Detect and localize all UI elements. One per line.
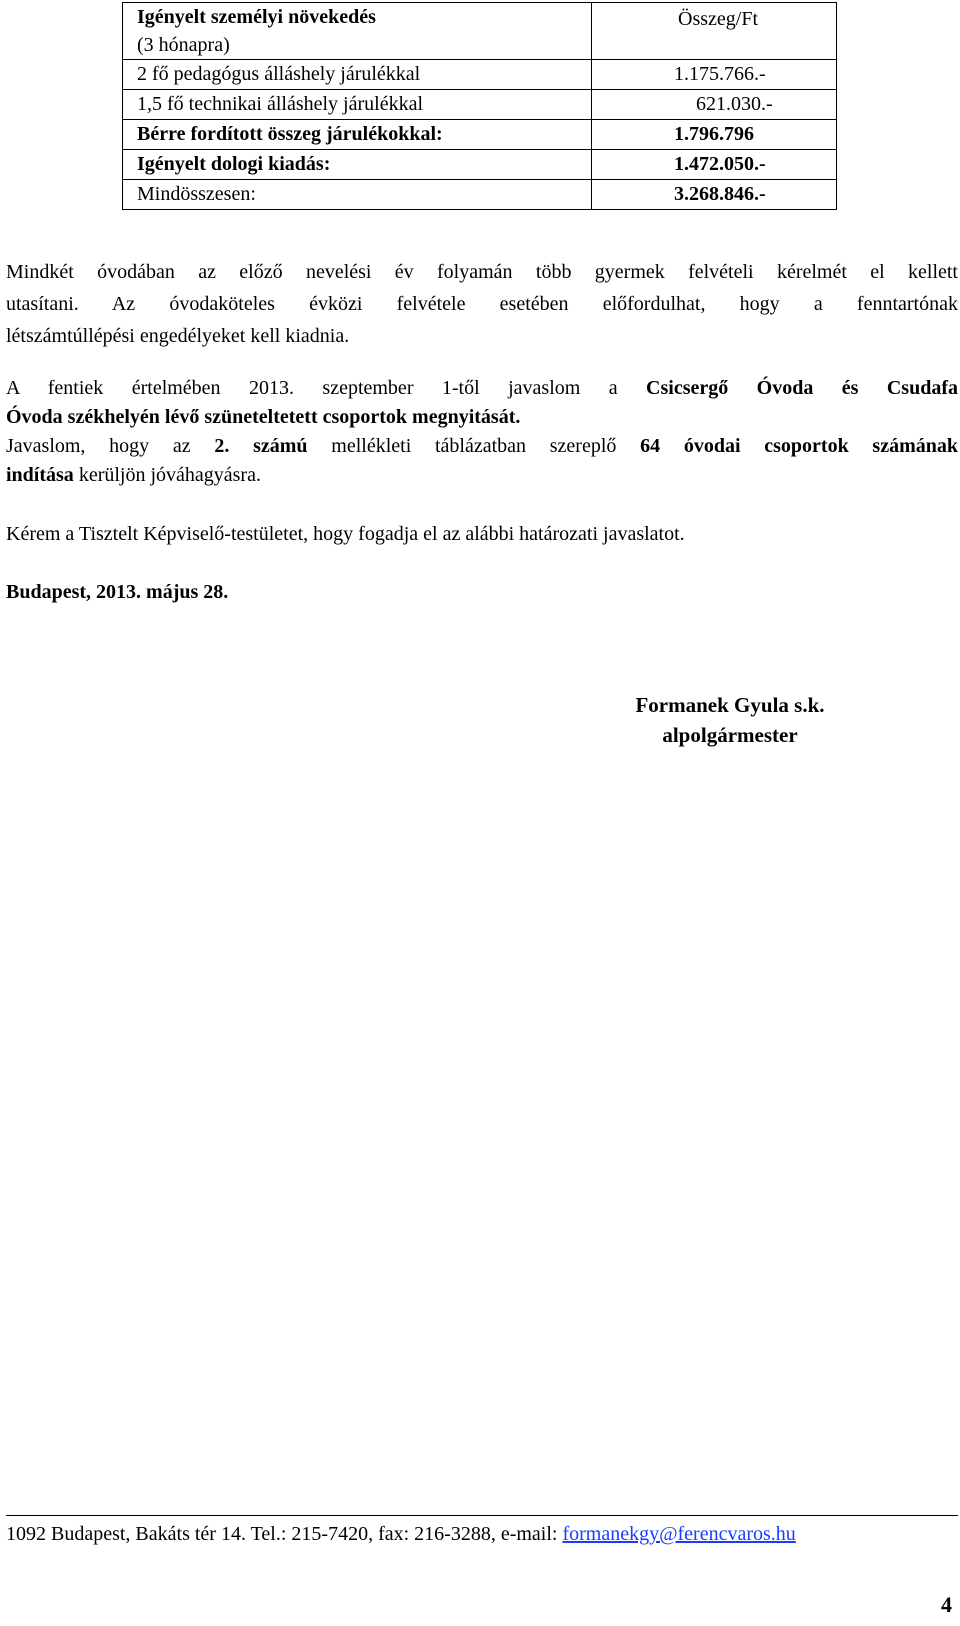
signatory-name: Formanek Gyula s.k. — [635, 693, 825, 717]
row-amount-cell — [592, 90, 837, 120]
budget-table — [122, 2, 837, 210]
table-header-row — [123, 3, 837, 60]
text-run: mellékleti táblázatban szereplő — [307, 435, 641, 457]
paragraph-line: Óvoda székhelyén lévő szüneteltetett csoportok megnyitását. — [6, 406, 521, 428]
row-label: 2 fő pedagógus álláshely járulékkal — [123, 60, 592, 90]
footer-divider — [6, 1515, 958, 1516]
table-row — [123, 150, 837, 180]
text-run: indítása — [6, 464, 74, 486]
table-row — [123, 180, 837, 210]
row-label: Bérre fordított összeg járulékokkal: — [123, 120, 592, 150]
row-amount-cell — [592, 60, 837, 90]
header-amount-cell — [592, 3, 837, 60]
text-run: A fentiek értelmében 2013. szeptember 1-től javaslom a — [6, 377, 647, 399]
header-amount: Összeg/Ft — [678, 8, 758, 30]
email-link[interactable]: formanekgy@ferencvaros.hu — [562, 1523, 796, 1545]
paragraph-line — [6, 374, 958, 403]
signature-block — [600, 690, 860, 750]
date-text: Budapest, 2013. május 28. — [6, 581, 229, 603]
footer-address: 1092 Budapest, Bakáts tér 14. Tel.: 215-7420, fax: 216-3288, e-mail: — [6, 1523, 563, 1545]
row-amount: 1.472.050.- — [674, 153, 766, 175]
row-label: 1,5 fő technikai álláshely járulékkal — [123, 90, 592, 120]
header-label-cell — [123, 3, 592, 60]
paragraph-request — [6, 518, 958, 550]
paragraph-line: Mindkét óvodában az előző nevelési év folyamán több gyermek felvételi kérelmét el kellett — [6, 261, 958, 283]
paragraph-line: Kérem a Tisztelt Képviselő-testületet, hogy fogadja el az alábbi határozati javaslatot. — [6, 523, 685, 545]
paragraph-line — [6, 461, 958, 490]
row-label: Igényelt dologi kiadás: — [123, 150, 592, 180]
row-label: Mindösszesen: — [123, 180, 592, 210]
row-amount-cell — [592, 120, 837, 150]
table-row — [123, 60, 837, 90]
annex-number: 2. számú — [214, 435, 308, 457]
page-number: 4 — [941, 1592, 952, 1617]
date-line — [6, 576, 958, 608]
row-amount: 3.268.846.- — [674, 183, 766, 205]
paragraph-line: létszámtúllépési engedélyeket kell kiadnia. — [6, 325, 350, 347]
header-label-line1: Igényelt személyi növekedés — [137, 6, 376, 28]
row-amount-cell — [592, 150, 837, 180]
table-row — [123, 120, 837, 150]
group-count: 64 óvodai csoportok számának — [640, 435, 958, 457]
row-amount: 621.030.- — [696, 93, 773, 115]
paragraph-line — [6, 432, 958, 461]
row-amount: 1.175.766.- — [674, 63, 766, 85]
text-run: kerüljön jóváhagyásra. — [73, 464, 261, 486]
paragraph-line: utasítani. Az óvodaköteles évközi felvétele esetében előfordulhat, hogy a fenntartónak — [6, 293, 958, 315]
header-label-line2: (3 hónapra) — [137, 34, 230, 56]
paragraph-proposal — [6, 374, 958, 490]
table-row — [123, 90, 837, 120]
text-run: Javaslom, hogy az — [6, 435, 215, 457]
row-amount: 1.796.796 — [674, 123, 754, 145]
paragraph-rejections — [6, 256, 958, 352]
footer — [6, 1520, 796, 1548]
signatory-title: alpolgármester — [662, 723, 798, 747]
row-amount-cell — [592, 180, 837, 210]
kindergarten-names: Csicsergő Óvoda és Csudafa — [646, 377, 958, 399]
